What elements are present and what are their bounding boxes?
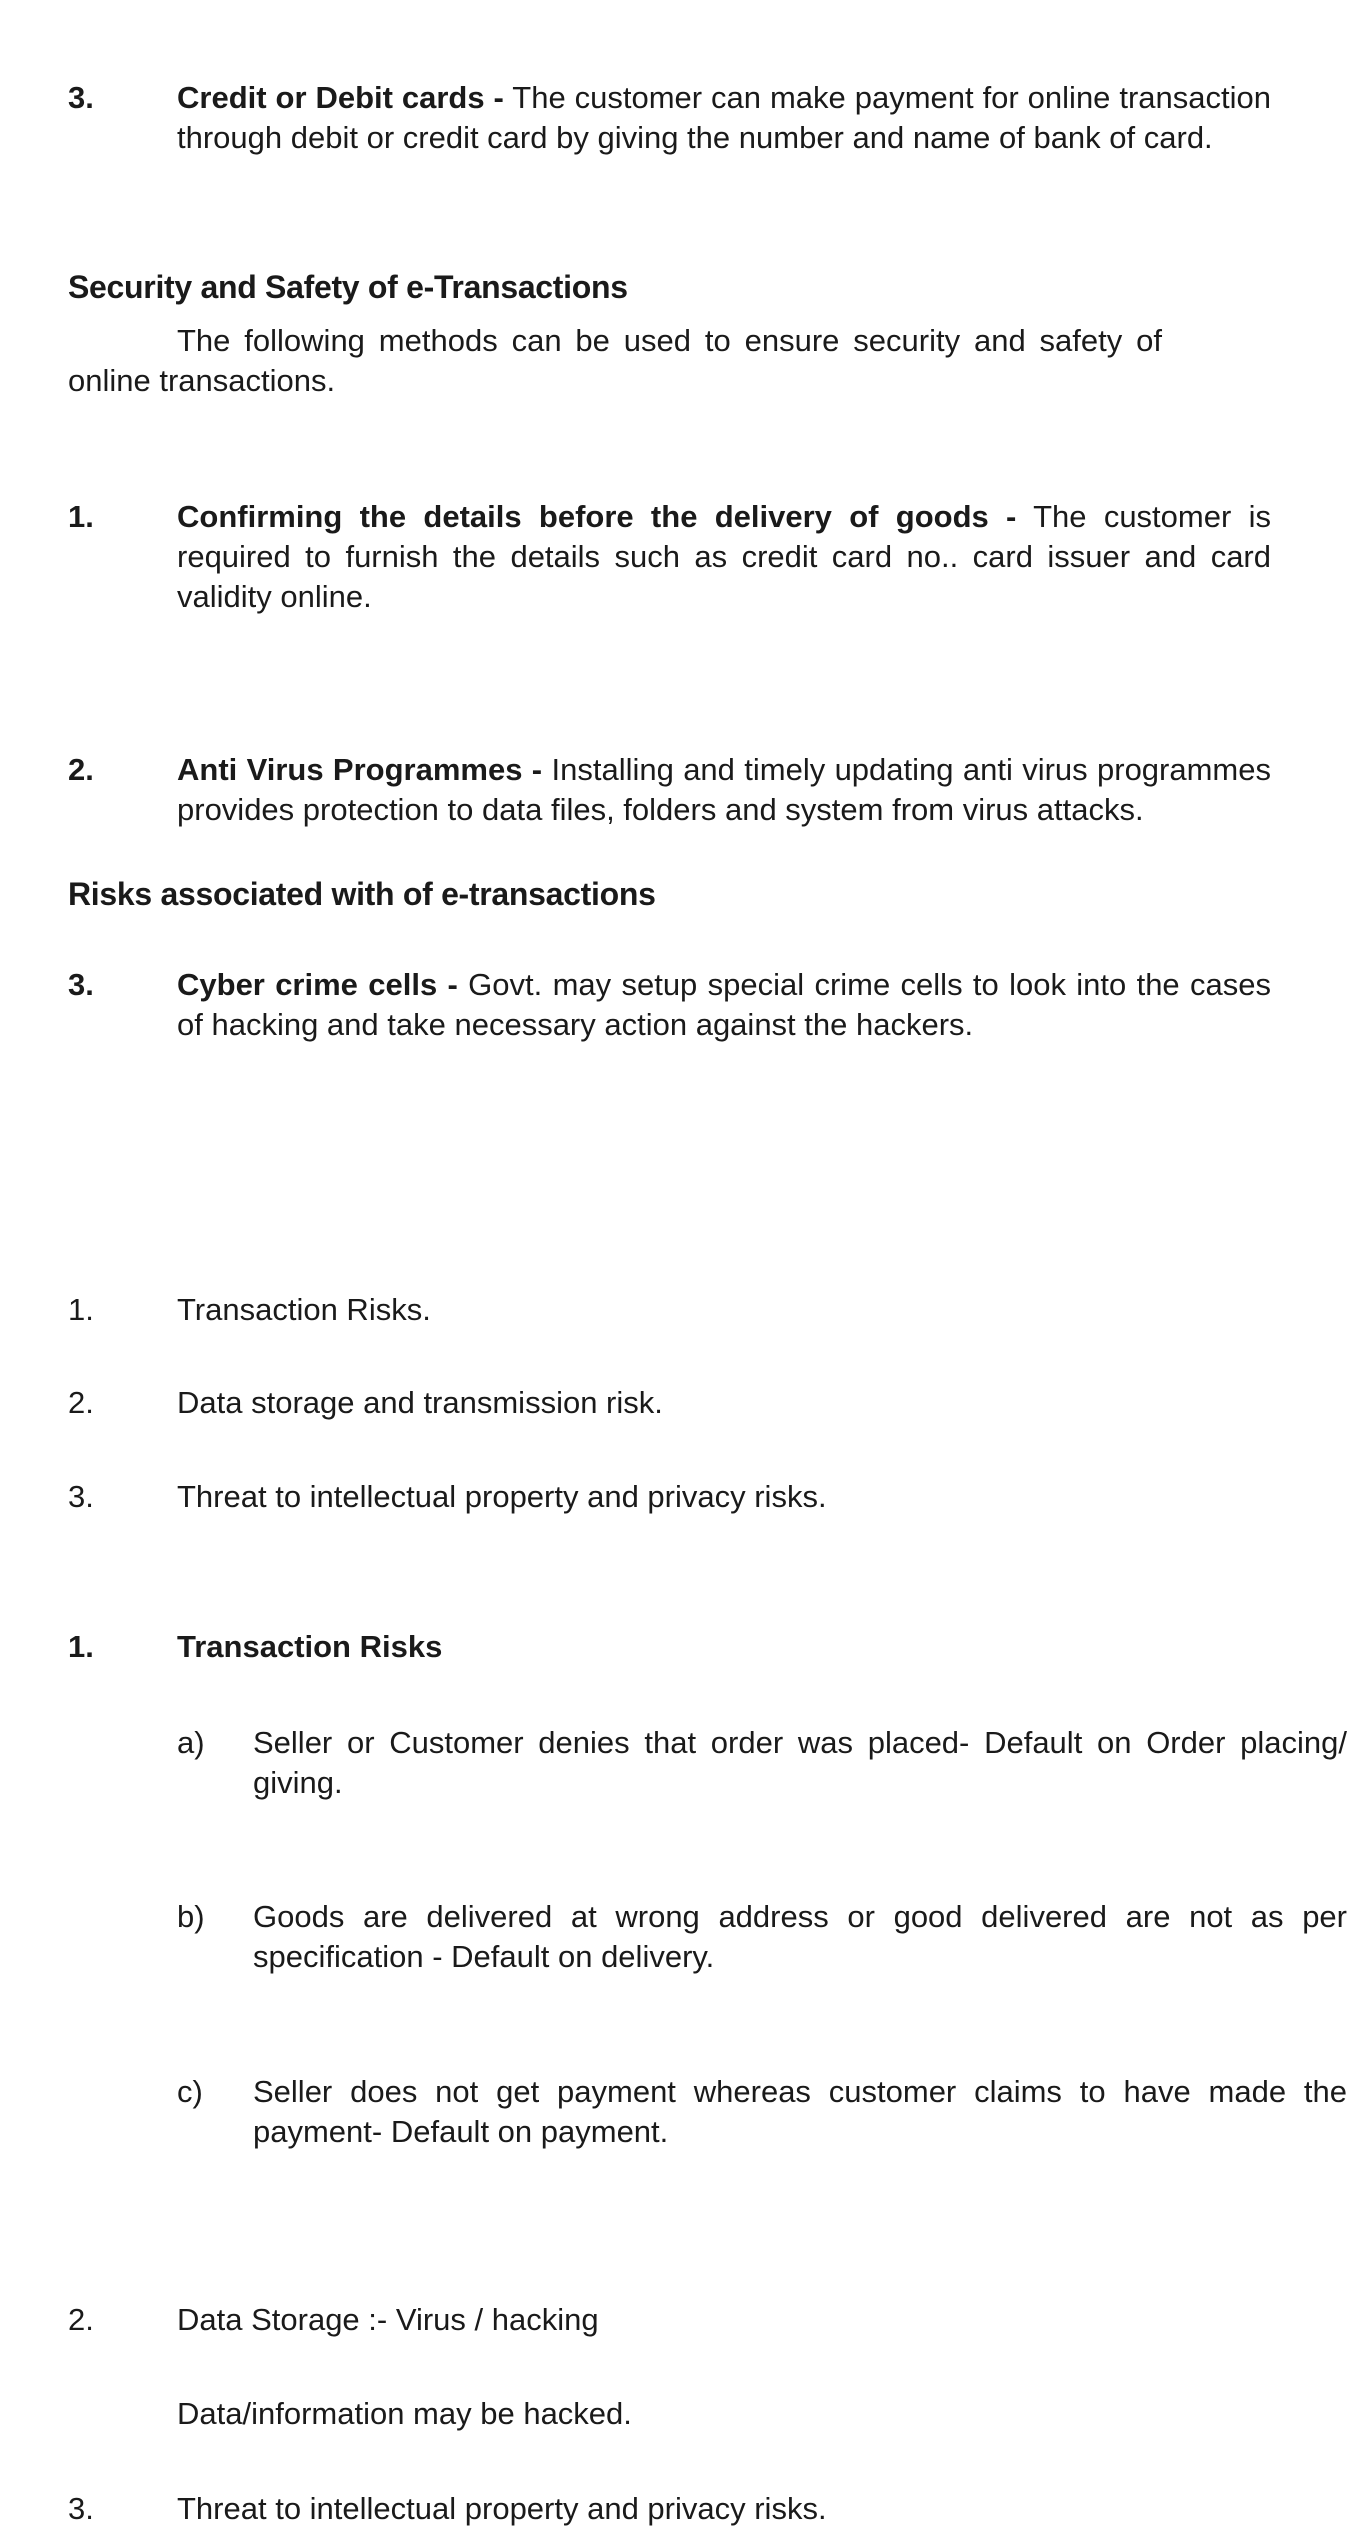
item-text: The customer is required to furnish the details such as credit card no.. card issuer and card validity online. — [177, 499, 1271, 614]
item-number: 1. — [68, 499, 94, 534]
list-item-risk-2 — [68, 1383, 1271, 1423]
sub-item-b — [68, 1897, 1347, 1977]
list-item-risk-1 — [68, 1290, 1271, 1330]
item-number: 3. — [68, 2491, 94, 2526]
item-title: Cyber crime cells - — [177, 967, 458, 1002]
list-item-risk-3 — [68, 1477, 1271, 1517]
item-number: 3. — [68, 80, 94, 115]
item-text: Installing and timely updating anti virus programmes provides protection to data files, folders and system from virus attacks. — [177, 752, 1272, 827]
data-storage-line2-row — [68, 2394, 1271, 2434]
section-heading-risks: Risks associated with of e-transactions — [68, 876, 656, 912]
subsection-title: Transaction Risks — [177, 1629, 443, 1664]
threat-text: Threat to intellectual property and privacy risks. — [177, 2491, 827, 2526]
sub-item-text: Goods are delivered at wrong address or good delivered are not as per specification - Default on delivery. — [253, 1899, 1347, 1974]
item-number: 2. — [68, 752, 94, 787]
item-title: Confirming the details before the delivery of goods - — [177, 499, 1017, 534]
item-number: 1. — [68, 1629, 94, 1664]
subsection-data-storage — [68, 2300, 1271, 2340]
item-text: Transaction Risks. — [177, 1292, 431, 1327]
item-number: 3. — [68, 967, 94, 1002]
sub-item-c — [68, 2072, 1347, 2152]
sub-item-label: a) — [177, 1725, 205, 1760]
list-item-security-3 — [68, 965, 1271, 1045]
sub-item-label: c) — [177, 2074, 203, 2109]
item-number: 2. — [68, 2302, 94, 2337]
data-storage-line2: Data/information may be hacked. — [177, 2396, 632, 2431]
item-number: 1. — [68, 1292, 94, 1327]
subsection-threat — [68, 2489, 1271, 2529]
item-text: Threat to intellectual property and privacy risks. — [177, 1479, 827, 1514]
list-item-security-1 — [68, 497, 1271, 617]
sub-item-text: Seller does not get payment whereas customer claims to have made the payment- Default on payment. — [253, 2074, 1347, 2149]
subsection-transaction-risks — [68, 1627, 1271, 1667]
item-text: Govt. may setup special crime cells to look into the cases of hacking and take necessary action against the hackers. — [177, 967, 1271, 1042]
section-heading-security: Security and Safety of e-Transactions — [68, 269, 628, 305]
sub-item-text: Seller or Customer denies that order was placed- Default on Order placing/ giving. — [253, 1725, 1347, 1800]
item-text: The customer can make payment for online transaction through debit or credit card by giving the number and name of bank of card. — [177, 80, 1272, 155]
item-number: 3. — [68, 1479, 94, 1514]
data-storage-line1: Data Storage :- Virus / hacking — [177, 2302, 599, 2337]
list-item-security-2 — [68, 750, 1271, 830]
list-item-credit-debit-cards — [68, 78, 1271, 158]
sub-item-label: b) — [177, 1899, 205, 1934]
item-title: Anti Virus Programmes - — [177, 752, 543, 787]
item-number: 2. — [68, 1385, 94, 1420]
security-intro-paragraph: The following methods can be used to ensure security and safety of online transactions. — [68, 323, 1162, 398]
item-text: Data storage and transmission risk. — [177, 1385, 663, 1420]
sub-item-a — [68, 1723, 1347, 1803]
item-title: Credit or Debit cards - — [177, 80, 504, 115]
